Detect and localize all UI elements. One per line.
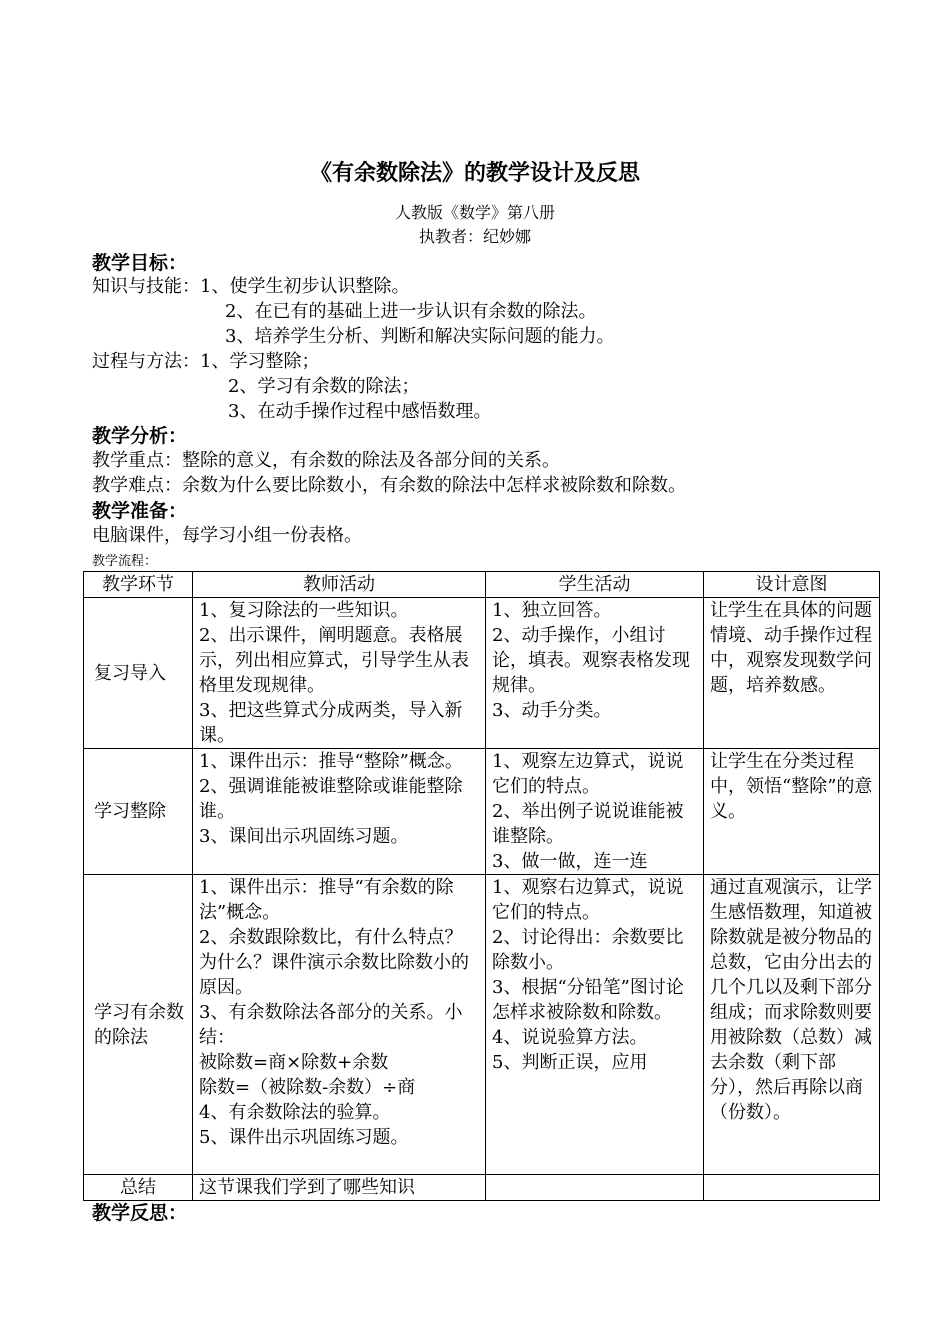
process-line-2: 2、学习有余数的除法； xyxy=(228,376,420,397)
header-student: 学生活动 xyxy=(486,572,704,598)
preparation-text: 电脑课件，每学习小组一份表格。 xyxy=(92,525,362,546)
cell-line: 2、讨论得出：余数要比除数小。 xyxy=(492,927,684,973)
cell-line: 1、课件出示：推导“整除”概念。 xyxy=(199,751,463,772)
cell-line: 这节课我们学到了哪些知识 xyxy=(199,1177,415,1198)
cell-line: 3、做一做，连一连 xyxy=(492,851,648,872)
cell-line: 1、观察右边算式，说说它们的特点。 xyxy=(492,877,684,923)
header-teacher: 教师活动 xyxy=(193,572,486,598)
teacher-cell xyxy=(193,875,486,1175)
subtitle: 人教版《数学》第八册 xyxy=(394,203,555,222)
page-title: 《有余数除法》的教学设计及反思 xyxy=(309,161,640,186)
teaching-flow-table xyxy=(83,571,880,1201)
stage-cell: 学习有余数的除法 xyxy=(84,875,193,1175)
table-row xyxy=(84,875,880,1175)
student-cell xyxy=(486,1175,704,1201)
header-intent: 设计意图 xyxy=(704,572,880,598)
table-row xyxy=(84,598,880,749)
cell-line: 3、把这些算式分成两类，导入新课。 xyxy=(199,700,463,746)
knowledge-line-3: 3、培养学生分析、判断和解决实际问题的能力。 xyxy=(225,326,615,347)
reflection-heading: 教学反思： xyxy=(92,1202,188,1224)
cell-line: 1、复习除法的一些知识。 xyxy=(199,600,409,621)
intent-cell xyxy=(704,875,880,1175)
intent-cell xyxy=(704,749,880,875)
process-line-3: 3、在动手操作过程中感悟数理。 xyxy=(228,401,492,422)
cell-line: 2、动手操作，小组讨论，填表。观察表格发现规律。 xyxy=(492,625,690,696)
cell-line: 4、说说验算方法。 xyxy=(492,1027,648,1048)
cell-line: 通过直观演示，让学生感悟数理，知道被除数就是被分物品的总数，它由分出去的几个几以及剩下部分组成；而求除数则要用被除数（总数）减去余数（剩下部分），然后再除以商（份数）。 xyxy=(710,877,872,1123)
cell-line: 3、课间出示巩固练习题。 xyxy=(199,826,409,847)
analysis-heading: 教学分析： xyxy=(92,425,188,447)
table-row xyxy=(84,749,880,875)
teacher-cell xyxy=(193,1175,486,1201)
knowledge-line-1: 知识与技能：1、使学生初步认识整除。 xyxy=(92,276,410,297)
knowledge-line-2: 2、在已有的基础上进一步认识有余数的除法。 xyxy=(225,301,597,322)
cell-line: 1、独立回答。 xyxy=(492,600,612,621)
table-header-row xyxy=(84,572,880,598)
author: 执教者：纪妙娜 xyxy=(418,227,531,246)
intent-cell xyxy=(704,1175,880,1201)
cell-line: 2、余数跟除数比，有什么特点？为什么？课件演示余数比除数小的原因。 xyxy=(199,927,469,998)
cell-line: 除数=（被除数-余数）÷商 xyxy=(199,1077,416,1098)
cell-line: 2、举出例子说说谁能被谁整除。 xyxy=(492,801,684,847)
stage-cell: 学习整除 xyxy=(84,749,193,875)
objectives-heading: 教学目标： xyxy=(92,252,188,274)
analysis-difficulty: 教学难点：余数为什么要比除数小，有余数的除法中怎样求被除数和除数。 xyxy=(92,475,686,496)
cell-line: 1、观察左边算式，说说它们的特点。 xyxy=(492,751,684,797)
cell-line: 让学生在具体的问题情境、动手操作过程中，观察发现数学问题，培养数感。 xyxy=(710,600,872,696)
cell-line: 3、有余数除法各部分的关系。小结： xyxy=(199,1002,463,1048)
analysis-focus: 教学重点：整除的意义，有余数的除法及各部分间的关系。 xyxy=(92,450,560,471)
student-cell xyxy=(486,875,704,1175)
cell-line: 1、课件出示：推导“有余数的除法”概念。 xyxy=(199,877,454,923)
stage-cell: 总结 xyxy=(84,1175,193,1201)
teacher-cell xyxy=(193,749,486,875)
cell-line: 5、课件出示巩固练习题。 xyxy=(199,1127,409,1148)
header-stage: 教学环节 xyxy=(84,572,193,598)
teacher-cell xyxy=(193,598,486,749)
intent-cell xyxy=(704,598,880,749)
cell-line: 3、根据“分铅笔”图讨论怎样求被除数和除数。 xyxy=(492,977,684,1023)
cell-line: 被除数=商×除数+余数 xyxy=(199,1052,389,1073)
cell-line: 让学生在分类过程中，领悟“整除”的意义。 xyxy=(710,751,873,822)
table-row xyxy=(84,1175,880,1201)
stage-cell: 复习导入 xyxy=(84,598,193,749)
cell-line: 5、判断正误，应用 xyxy=(492,1052,648,1073)
student-cell xyxy=(486,749,704,875)
preparation-heading: 教学准备： xyxy=(92,500,188,522)
cell-line: 4、有余数除法的验算。 xyxy=(199,1102,391,1123)
cell-line: 2、出示课件，阐明题意。表格展示，列出相应算式，引导学生从表格里发现规律。 xyxy=(199,625,469,696)
cell-line: 2、强调谁能被谁整除或谁能整除谁。 xyxy=(199,776,463,822)
student-cell xyxy=(486,598,704,749)
cell-line: 3、动手分类。 xyxy=(492,700,612,721)
process-line-1: 过程与方法：1、学习整除； xyxy=(92,351,320,372)
flow-label: 教学流程： xyxy=(92,554,158,569)
